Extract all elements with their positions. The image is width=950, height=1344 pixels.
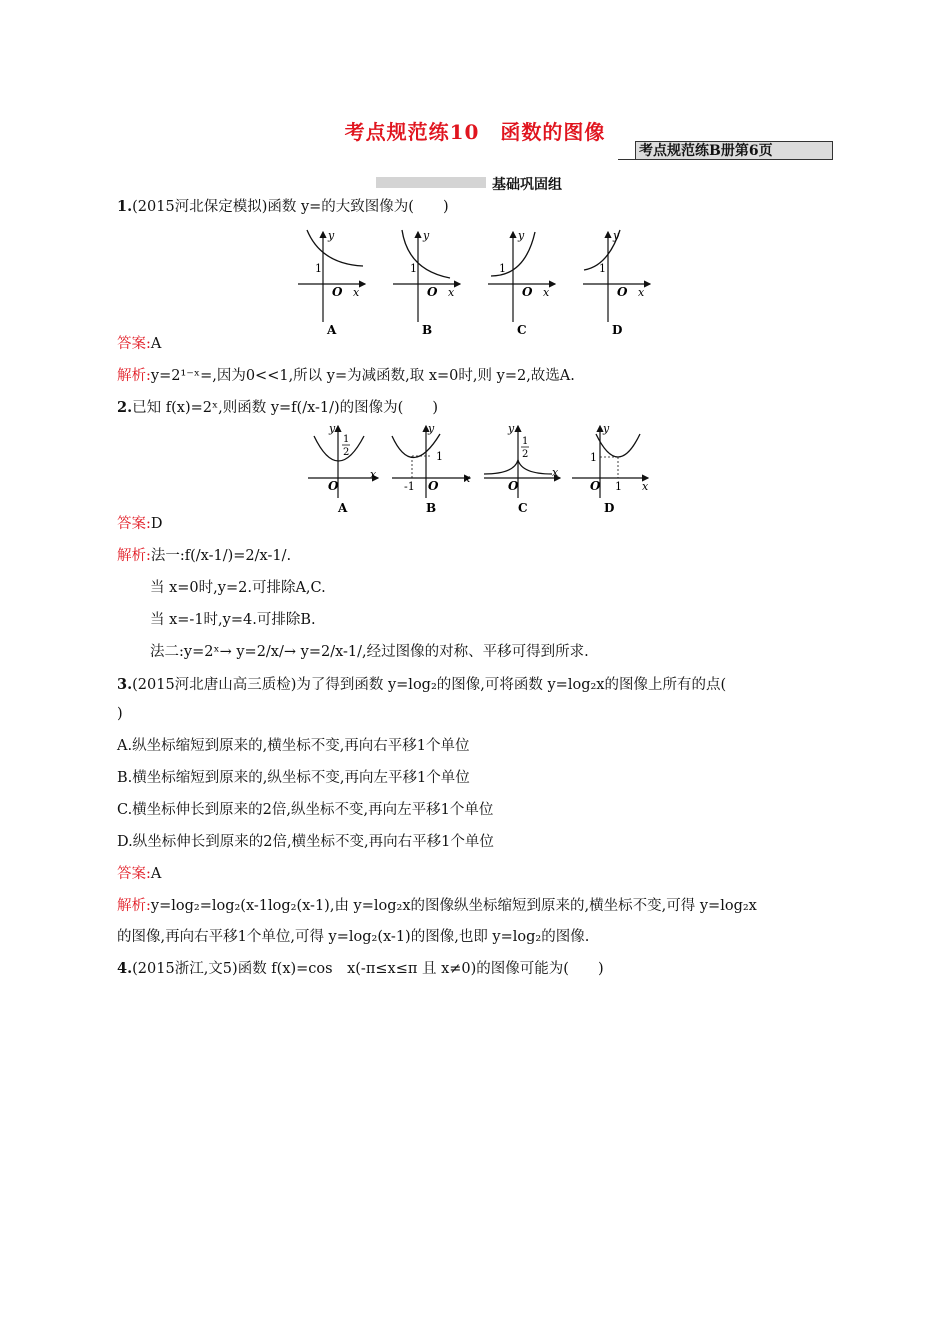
question-2-graphs xyxy=(300,420,660,520)
reference-underline xyxy=(618,159,635,160)
svg-text:1: 1 xyxy=(599,262,606,275)
svg-text:y: y xyxy=(518,229,525,242)
svg-text:O: O xyxy=(332,285,343,299)
page-title: 考点规范练10 函数的图像 xyxy=(344,120,606,144)
q1-graph-b xyxy=(393,229,460,337)
section-heading: 基础巩固组 xyxy=(492,177,562,193)
svg-text:1: 1 xyxy=(410,262,417,275)
svg-text:x: x xyxy=(353,286,360,299)
q2-analysis-line-3: 当 x=-1时,y=4.可排除B. xyxy=(150,612,316,628)
q1-graph-c xyxy=(488,229,555,337)
svg-text:B: B xyxy=(426,501,437,515)
q2-answer: 答案:D xyxy=(117,516,163,532)
q2-graph-d xyxy=(572,422,649,515)
svg-text:O: O xyxy=(328,479,339,493)
svg-text:1: 1 xyxy=(590,451,597,464)
svg-text:B: B xyxy=(422,323,433,337)
question-1-graphs xyxy=(285,222,665,340)
svg-text:x: x xyxy=(638,286,645,299)
q2-analysis-line-4: 法二:y=2ˣ→ y=2/x/→ y=2/x-1/,经过图像的对称、平移可得到所求. xyxy=(150,644,589,660)
question-3-continued: ) xyxy=(117,706,123,722)
svg-text:1: 1 xyxy=(615,480,622,493)
q2-graph-b xyxy=(392,422,471,515)
svg-text:O: O xyxy=(617,285,628,299)
question-2-figures xyxy=(300,420,660,524)
q2-analysis-line-2: 当 x=0时,y=2.可排除A,C. xyxy=(150,580,326,596)
svg-text:x: x xyxy=(642,480,649,493)
q3-option-b: B.横坐标缩短到原来的,纵坐标不变,再向左平移1个单位 xyxy=(117,770,470,786)
question-3: 3.(2015河北唐山高三质检)为了得到函数 y=log₂的图像,可将函数 y=log₂x的图像上所有的点( xyxy=(117,676,727,693)
svg-text:1: 1 xyxy=(343,434,350,445)
svg-text:D: D xyxy=(604,501,615,515)
svg-text:y: y xyxy=(328,229,335,242)
q3-answer: 答案:A xyxy=(117,866,162,882)
q2-graph-a xyxy=(308,422,378,515)
svg-text:x: x xyxy=(370,468,377,481)
svg-text:y: y xyxy=(329,422,336,435)
svg-text:1: 1 xyxy=(499,262,506,275)
svg-text:x: x xyxy=(464,472,471,485)
svg-text:y: y xyxy=(613,229,620,242)
svg-text:O: O xyxy=(427,285,438,299)
svg-text:-1: -1 xyxy=(404,480,415,493)
svg-text:x: x xyxy=(552,466,559,479)
q1-graph-a xyxy=(298,229,365,337)
q3-analysis-line-2: 的图像,再向右平移1个单位,可得 y=log₂(x-1)的图像,也即 y=log₂的图像. xyxy=(117,929,590,945)
svg-text:A: A xyxy=(338,501,348,515)
svg-text:A: A xyxy=(327,323,337,337)
svg-text:O: O xyxy=(508,479,519,493)
q3-option-d: D.纵坐标伸长到原来的2倍,横坐标不变,再向右平移1个单位 xyxy=(117,834,494,850)
svg-text:x: x xyxy=(543,286,550,299)
svg-text:y: y xyxy=(428,422,435,435)
svg-text:1: 1 xyxy=(522,436,529,447)
svg-text:C: C xyxy=(517,323,527,337)
question-1-figures xyxy=(285,222,665,344)
question-1: 1.(2015河北保定模拟)函数 y=的大致图像为( ) xyxy=(117,198,449,215)
svg-text:y: y xyxy=(423,229,430,242)
svg-text:1: 1 xyxy=(315,262,322,275)
q3-option-a: A.纵坐标缩短到原来的,横坐标不变,再向右平移1个单位 xyxy=(117,738,470,754)
section-bar xyxy=(376,177,486,188)
question-4: 4.(2015浙江,文5)函数 f(x)=cos x(-π≤x≤π 且 x≠0)的图像可能为( ) xyxy=(117,960,604,977)
svg-text:O: O xyxy=(590,479,601,493)
svg-text:C: C xyxy=(518,501,528,515)
q1-graph-d xyxy=(583,229,650,337)
svg-text:D: D xyxy=(612,323,623,337)
svg-text:1: 1 xyxy=(436,450,443,463)
svg-text:2: 2 xyxy=(343,447,350,458)
q3-analysis: 解析:y=log₂=log₂(x-1log₂(x-1),由 y=log₂x的图像纵坐标缩短到原来的,横坐标不变,可得 y=log₂x xyxy=(117,898,757,914)
q2-graph-c xyxy=(484,422,560,515)
svg-text:y: y xyxy=(603,422,610,435)
q1-analysis: 解析:y=2¹⁻ˣ=,因为0<<1,所以 y=为减函数,取 x=0时,则 y=2,故选A. xyxy=(117,368,575,384)
svg-text:2: 2 xyxy=(522,449,529,460)
svg-text:O: O xyxy=(428,479,439,493)
svg-text:O: O xyxy=(522,285,533,299)
q2-analysis: 解析:法一:f(/x-1/)=2/x-1/. xyxy=(117,548,292,564)
svg-text:x: x xyxy=(448,286,455,299)
question-2: 2.已知 f(x)=2ˣ,则函数 y=f(/x-1/)的图像为( ) xyxy=(117,399,438,416)
textbook-reference: 考点规范练B册第6页 xyxy=(635,141,833,160)
q3-option-c: C.横坐标伸长到原来的2倍,纵坐标不变,再向左平移1个单位 xyxy=(117,802,494,818)
q1-answer: 答案:A xyxy=(117,336,162,352)
svg-text:y: y xyxy=(508,422,515,435)
